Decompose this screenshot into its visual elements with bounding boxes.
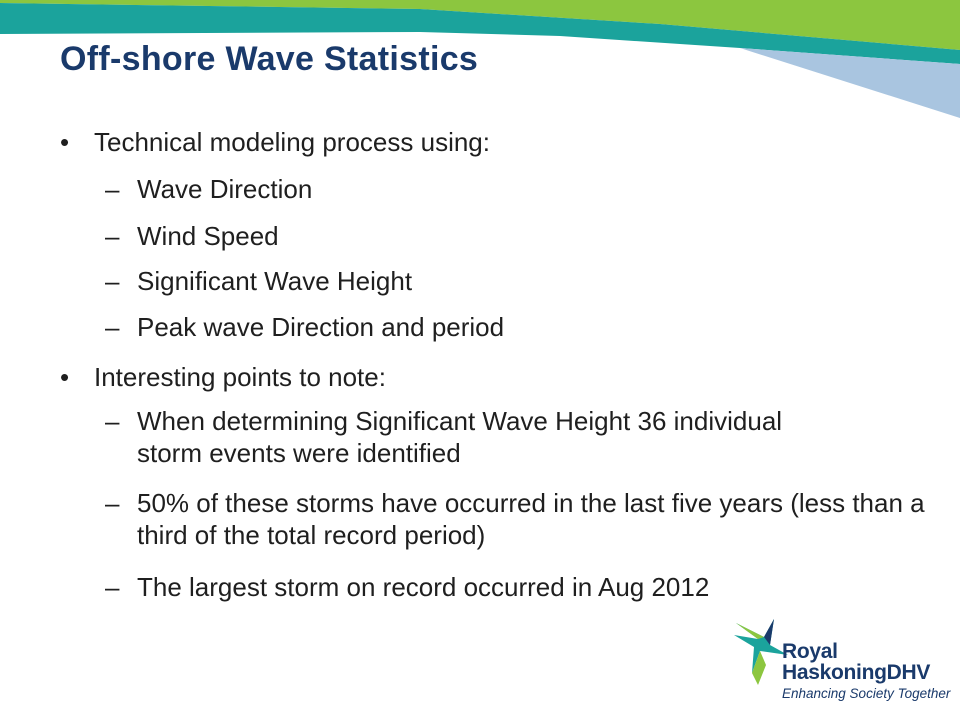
logo-tagline: Enhancing Society Together [782, 686, 951, 701]
sub-bullet-text: The largest storm on record occurred in Aug 2012 [137, 572, 710, 602]
dash-marker: – [105, 572, 120, 602]
sub-bullet-text: Wind Speed [137, 221, 279, 251]
sub-bullet-text: Significant Wave Height [137, 266, 413, 296]
dash-marker: – [105, 266, 120, 296]
dash-marker: – [105, 406, 120, 436]
sub-bullet-text: When determining Significant Wave Height 36 individual storm events were identified [137, 406, 783, 468]
sub-bullet-item [105, 220, 927, 252]
sub-bullet-item [105, 487, 952, 551]
logo-line-1: Royal [782, 640, 838, 663]
company-logo [730, 615, 951, 715]
sub-bullet-item [105, 265, 927, 297]
sub-bullet-item [105, 311, 927, 343]
bullet-item [60, 361, 914, 393]
bullet-marker: • [60, 362, 70, 392]
logo-line-2: HaskoningDHV [782, 661, 931, 684]
sub-bullet-text: Peak wave Direction and period [137, 312, 505, 342]
dash-marker: – [105, 174, 120, 204]
dash-marker: – [105, 312, 120, 342]
sub-bullet-text: 50% of these storms have occurred in the last five years (less than a third of the total record period) [137, 488, 925, 550]
sub-bullet-item [105, 173, 927, 205]
dash-marker: – [105, 488, 120, 518]
bullet-item [60, 126, 914, 158]
sub-bullet-item [105, 405, 837, 469]
slide-title: Off-shore Wave Statistics [60, 40, 479, 78]
logo-wordmark [782, 641, 950, 703]
sub-bullet-text: Wave Direction [137, 174, 313, 204]
star-logo-icon [730, 615, 790, 687]
bullet-text: Technical modeling process using: [94, 127, 490, 157]
dash-marker: – [105, 221, 120, 251]
bullet-text: Interesting points to note: [94, 362, 386, 392]
bullet-marker: • [60, 127, 70, 157]
sub-bullet-item [105, 571, 927, 603]
